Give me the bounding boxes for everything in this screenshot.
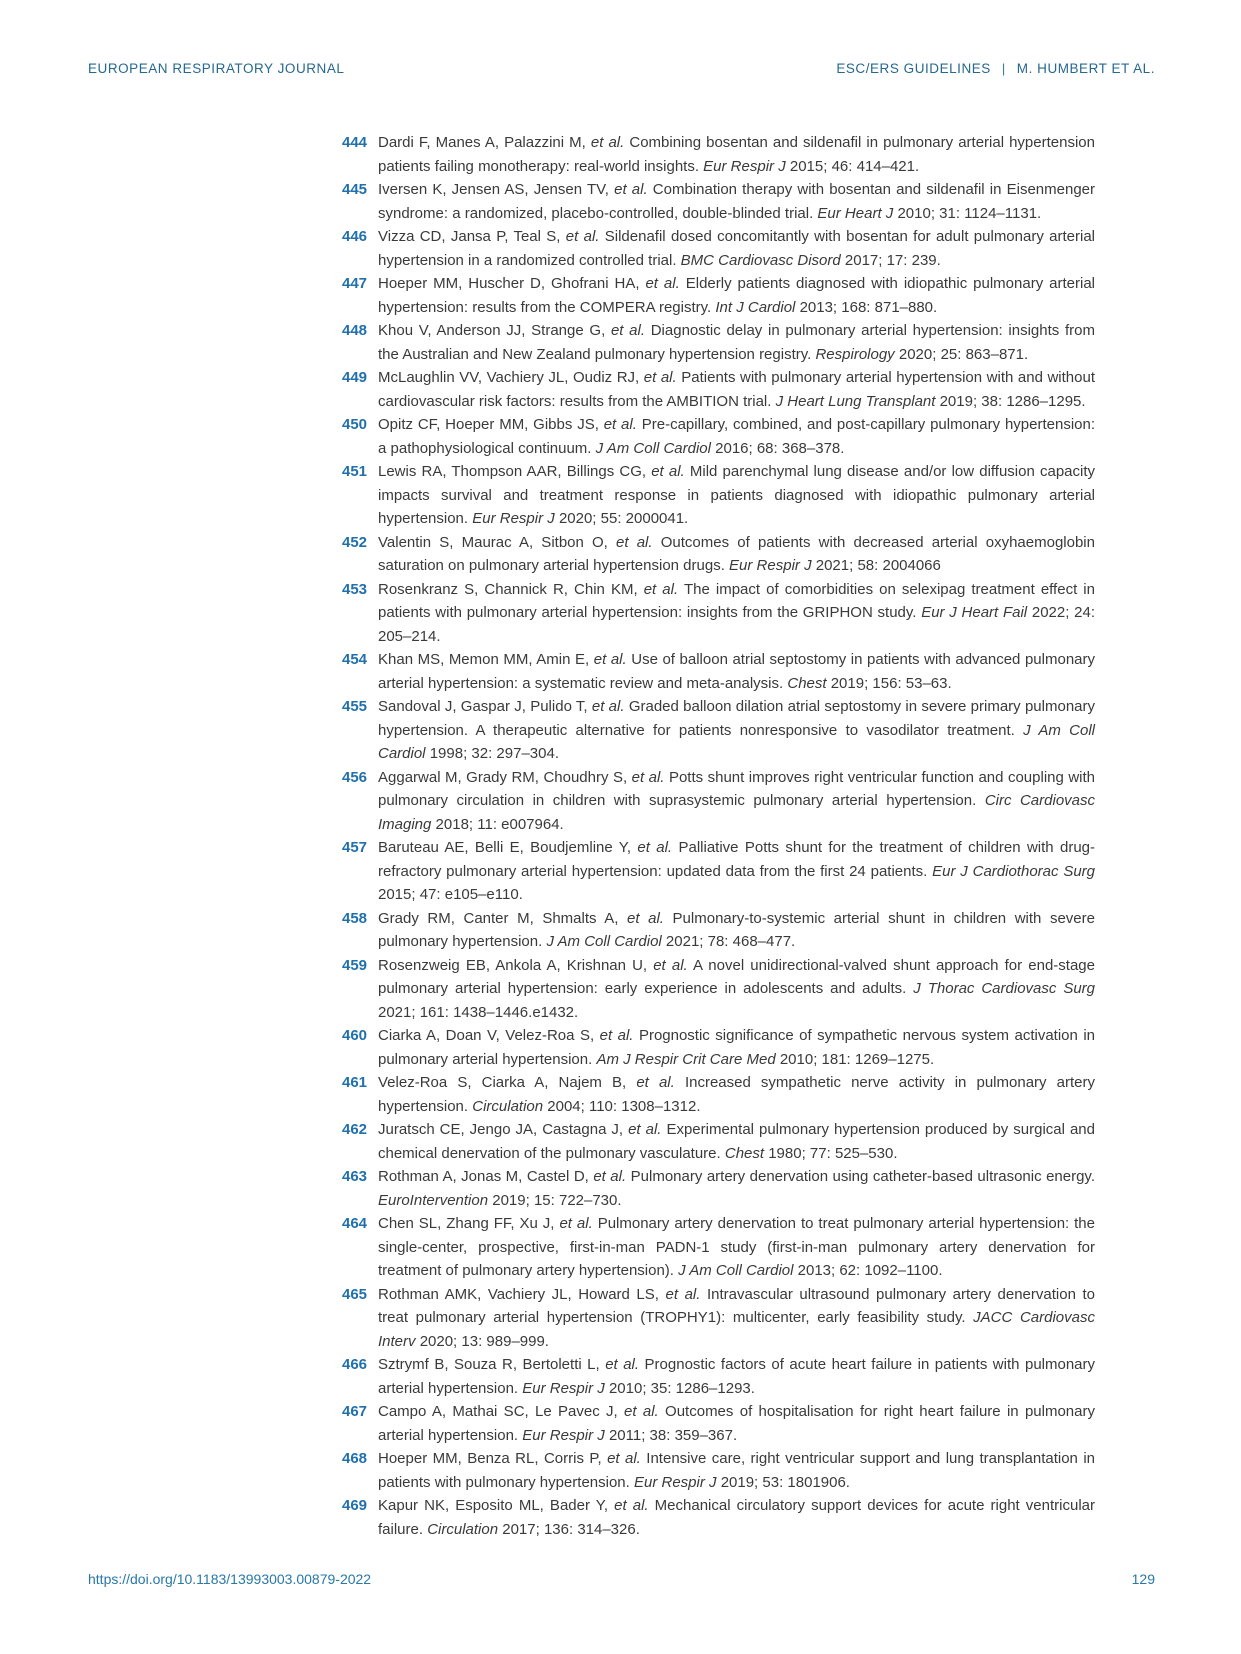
reference-number: 449 — [342, 369, 368, 386]
reference-text — [378, 531, 1095, 578]
reference-title: Mild parenchymal lung disease and/or low diffusion capacity impacts survival and treatment response in patients diagnosed with idiopathic pulmonary arterial hypertension. — [378, 463, 1095, 527]
reference-number: 452 — [342, 533, 368, 551]
reference-title: Potts shunt improves right ventricular function and coupling with pulmonary circulation in children with suprasystemic pulmonary arterial hypertension. — [378, 768, 1095, 809]
reference-text — [378, 460, 1095, 531]
reference-etal: et al. — [599, 1027, 634, 1044]
reference-citation: 2020; 25: 863–871. — [898, 345, 1029, 363]
reference-authors: Grady RM, Canter M, Shmalts A, — [378, 909, 619, 927]
reference-number: 466 — [342, 1356, 368, 1373]
reference-authors: Rosenzweig EB, Ankola A, Krishnan U, — [378, 956, 648, 974]
reference-item — [342, 1024, 1095, 1071]
reference-item — [342, 648, 1095, 695]
reference-journal: BMC Cardiovasc Disord — [680, 251, 841, 269]
reference-item — [342, 1118, 1095, 1165]
reference-number: 454 — [342, 651, 368, 668]
reference-authors: Juratsch CE, Jengo JA, Castagna J, — [378, 1121, 624, 1138]
reference-authors: Kapur NK, Esposito ML, Bader Y, — [378, 1497, 609, 1514]
reference-authors: Sztrymf B, Souza R, Bertoletti L, — [378, 1356, 600, 1373]
reference-authors: Iversen K, Jensen AS, Jensen TV, — [378, 181, 609, 198]
reference-text — [378, 907, 1095, 954]
reference-journal: Chest — [787, 674, 827, 692]
reference-etal: et al. — [565, 228, 600, 245]
reference-etal: et al. — [631, 768, 665, 786]
reference-title: Use of balloon atrial septostomy in patients with advanced pulmonary arterial hypertension: a systematic review and meta-analysis. — [378, 651, 1095, 692]
journal-name: EUROPEAN RESPIRATORY JOURNAL — [88, 61, 345, 76]
reference-text — [378, 178, 1095, 225]
reference-etal: et al. — [627, 909, 664, 927]
reference-item — [342, 178, 1095, 225]
reference-title: Diagnostic delay in pulmonary arterial hypertension: insights from the Australian and New Zealand pulmonary hypertension registry. — [378, 322, 1095, 363]
reference-number: 448 — [342, 322, 368, 339]
reference-text — [378, 1400, 1095, 1447]
reference-journal: Circulation — [427, 1520, 499, 1538]
reference-authors: Chen SL, Zhang FF, Xu J, — [378, 1215, 555, 1232]
reference-item — [342, 578, 1095, 649]
reference-text — [378, 1283, 1095, 1354]
reference-journal: J Am Coll Cardiol — [378, 721, 1095, 762]
reference-title: Pulmonary-to-systemic arterial shunt in children with severe pulmonary hypertension. — [378, 909, 1095, 950]
reference-number: 445 — [342, 181, 368, 198]
reference-etal: et al. — [610, 322, 646, 339]
reference-title: The impact of comorbidities on selexipag treatment effect in patients with pulmonary arterial hypertension: insights from the GRIPHON study. — [378, 580, 1095, 621]
reference-number: 467 — [342, 1403, 368, 1420]
reference-authors: Aggarwal M, Grady RM, Choudhry S, — [378, 768, 628, 786]
reference-journal: JACC Cardiovasc Interv — [378, 1309, 1095, 1350]
reference-etal: et al. — [637, 839, 673, 856]
reference-etal: et al. — [636, 1074, 675, 1091]
reference-authors: Campo A, Mathai SC, Le Pavec J, — [378, 1403, 618, 1420]
reference-number: 456 — [342, 768, 368, 786]
reference-text — [378, 272, 1095, 319]
header-right — [836, 61, 1155, 76]
reference-journal: Eur Heart J — [817, 204, 894, 222]
reference-journal: Eur Respir J — [522, 1426, 605, 1444]
reference-citation: 2010; 31: 1124–1131. — [897, 204, 1042, 222]
reference-title: Experimental pulmonary hypertension produced by surgical and chemical denervation of the pulmonary vasculature. — [378, 1121, 1095, 1162]
reference-citation: 2013; 62: 1092–1100. — [797, 1262, 943, 1279]
reference-etal: et al. — [645, 275, 680, 292]
reference-text — [378, 954, 1095, 1025]
reference-journal: J Am Coll Cardiol — [595, 439, 711, 457]
reference-journal: Circ Cardiovasc Imaging — [378, 792, 1096, 833]
reference-etal: et al. — [628, 1121, 662, 1138]
reference-number: 460 — [342, 1027, 368, 1044]
reference-authors: Rothman AMK, Vachiery JL, Howard LS, — [378, 1285, 659, 1303]
reference-title: A novel unidirectional-valved shunt approach for end-stage pulmonary arterial hypertension: early experience in adolescents and adults. — [378, 956, 1095, 997]
reference-title: Intensive care, right ventricular support and lung transplantation in patients with pulmonary hypertension. — [378, 1450, 1095, 1491]
reference-authors: Khou V, Anderson JJ, Strange G, — [378, 322, 606, 339]
reference-authors: Khan MS, Memon MM, Amin E, — [378, 651, 590, 668]
reference-title: Pulmonary artery denervation using catheter-based ultrasonic energy. — [630, 1168, 1095, 1185]
reference-journal: Eur J Heart Fail — [921, 604, 1028, 621]
reference-number: 451 — [342, 463, 368, 480]
reference-title: Mechanical circulatory support devices for acute right ventricular failure. — [378, 1497, 1095, 1538]
reference-citation: 2011; 38: 359–367. — [608, 1426, 738, 1444]
reference-journal: J Heart Lung Transplant — [775, 392, 936, 410]
reference-etal: et al. — [603, 416, 637, 433]
reference-text — [378, 366, 1095, 413]
reference-journal: Chest — [724, 1144, 765, 1162]
reference-item — [342, 1071, 1095, 1118]
reference-journal: Respirology — [815, 345, 895, 363]
reference-citation: 2019; 156: 53–63. — [830, 674, 952, 692]
reference-item — [342, 1353, 1095, 1400]
reference-number: 461 — [342, 1074, 368, 1091]
reference-title: Outcomes of hospitalisation for right heart failure in pulmonary arterial hypertension. — [378, 1403, 1095, 1444]
reference-text — [378, 225, 1095, 272]
reference-authors: Rothman A, Jonas M, Castel D, — [378, 1168, 589, 1185]
reference-number: 457 — [342, 839, 368, 856]
reference-journal: Int J Cardiol — [715, 298, 796, 316]
reference-authors: Vizza CD, Jansa P, Teal S, — [378, 228, 561, 245]
reference-citation: 2015; 46: 414–421. — [789, 157, 920, 175]
reference-text — [378, 131, 1095, 178]
reference-citation: 2016; 68: 368–378. — [715, 439, 845, 457]
reference-item — [342, 695, 1095, 766]
reference-etal: et al. — [591, 698, 625, 715]
reference-journal: Eur J Cardiothorac Surg — [932, 862, 1096, 880]
reference-etal: et al. — [643, 369, 677, 386]
reference-citation: 2015; 47: e105–e110. — [378, 886, 523, 903]
reference-authors: McLaughlin VV, Vachiery JL, Oudiz RJ, — [378, 369, 640, 386]
reference-item — [342, 1400, 1095, 1447]
reference-item — [342, 1212, 1095, 1283]
reference-text — [378, 1494, 1095, 1541]
reference-citation: 2019; 53: 1801906. — [720, 1473, 850, 1491]
reference-item — [342, 1494, 1095, 1541]
reference-item — [342, 319, 1095, 366]
reference-number: 468 — [342, 1450, 368, 1467]
doi-link[interactable]: https://doi.org/10.1183/13993003.00879-2022 — [88, 1571, 372, 1587]
reference-title: Intravascular ultrasound pulmonary artery denervation to treat pulmonary arterial hypertension (TROPHY1): multicenter, early feasibility study. — [378, 1285, 1095, 1326]
reference-text — [378, 766, 1095, 837]
reference-number: 463 — [342, 1168, 368, 1185]
reference-text — [378, 1071, 1095, 1118]
reference-etal: et al. — [614, 1497, 649, 1514]
reference-number: 447 — [342, 275, 368, 292]
reference-item — [342, 836, 1095, 907]
reference-authors: Dardi F, Manes A, Palazzini M, — [378, 134, 586, 151]
reference-etal: et al. — [651, 463, 685, 480]
reference-number: 450 — [342, 416, 368, 433]
reference-text — [378, 319, 1095, 366]
reference-etal: et al. — [590, 134, 625, 151]
reference-citation: 2019; 15: 722–730. — [492, 1191, 622, 1209]
reference-text — [378, 1165, 1095, 1212]
reference-etal: et al. — [593, 1168, 627, 1185]
reference-item — [342, 531, 1095, 578]
reference-journal: J Am Coll Cardiol — [546, 933, 662, 950]
reference-etal: et al. — [593, 651, 627, 668]
reference-etal: et al. — [643, 580, 679, 598]
reference-item — [342, 1283, 1095, 1354]
reference-etal: et al. — [624, 1403, 659, 1420]
reference-citation: 2018; 11: e007964. — [435, 815, 564, 833]
reference-title: Sildenafil dosed concomitantly with bosentan for adult pulmonary arterial hypertension in a randomized controlled trial. — [378, 228, 1095, 269]
reference-title: Outcomes of patients with decreased arterial oxyhaemoglobin saturation on pulmonary arterial hypertension drugs. — [378, 533, 1095, 574]
reference-citation: 1980; 77: 525–530. — [768, 1144, 898, 1162]
reference-number: 465 — [342, 1285, 368, 1303]
reference-journal: Eur Respir J — [633, 1473, 717, 1491]
reference-number: 469 — [342, 1497, 368, 1514]
reference-journal: Am J Respir Crit Care Med — [596, 1050, 776, 1068]
reference-citation: 2019; 38: 1286–1295. — [939, 392, 1086, 410]
reference-authors: Velez-Roa S, Ciarka A, Najem B, — [378, 1074, 627, 1091]
reference-authors: Rosenkranz S, Channick R, Chin KM, — [378, 580, 638, 598]
reference-etal: et al. — [653, 956, 688, 974]
reference-authors: Valentin S, Maurac A, Sitbon O, — [378, 533, 608, 551]
reference-authors: Ciarka A, Doan V, Velez-Roa S, — [378, 1027, 595, 1044]
reference-item — [342, 1165, 1095, 1212]
reference-text — [378, 648, 1095, 695]
reference-citation: 2021; 161: 1438–1446.e1432. — [378, 1003, 579, 1021]
reference-item — [342, 460, 1095, 531]
reference-etal: et al. — [559, 1215, 593, 1232]
reference-authors: Baruteau AE, Belli E, Boudjemline Y, — [378, 839, 632, 856]
reference-item — [342, 954, 1095, 1025]
reference-item — [342, 907, 1095, 954]
reference-text — [378, 1212, 1095, 1283]
reference-text — [378, 1353, 1095, 1400]
reference-title: Prognostic factors of acute heart failure in patients with pulmonary arterial hypertension. — [378, 1356, 1096, 1397]
reference-number: 453 — [342, 580, 368, 598]
reference-citation: 2017; 136: 314–326. — [502, 1520, 640, 1538]
reference-etal: et al. — [665, 1285, 701, 1303]
reference-journal: EuroIntervention — [378, 1191, 489, 1209]
reference-title: Elderly patients diagnosed with idiopathic pulmonary arterial hypertension: results from the COMPERA registry. — [378, 275, 1095, 316]
reference-journal: J Thorac Cardiovasc Surg — [913, 980, 1096, 997]
reference-number: 455 — [342, 698, 368, 715]
reference-title: Prognostic significance of sympathetic nervous system activation in pulmonary arterial hypertension. — [378, 1027, 1095, 1068]
reference-text — [378, 578, 1095, 649]
guidelines-label: ESC/ERS GUIDELINES — [836, 61, 991, 76]
reference-text — [378, 1024, 1095, 1071]
reference-list — [342, 131, 1095, 1541]
reference-item — [342, 366, 1095, 413]
reference-title: Palliative Potts shunt for the treatment of children with drug-refractory pulmonary arterial hypertension: updated data from the first 24 patients. — [378, 839, 1095, 880]
reference-citation: 2022; 24: 205–214. — [378, 604, 1096, 645]
header-separator: | — [1001, 61, 1006, 76]
reference-authors: Hoeper MM, Benza RL, Corris P, — [378, 1450, 602, 1467]
reference-authors: Opitz CF, Hoeper MM, Gibbs JS, — [378, 416, 599, 433]
reference-title: Pulmonary artery denervation to treat pulmonary arterial hypertension: the single-center, prospective, first-in-man PADN-1 study (first-in-man pulmonary artery denervation for treatment of pulmonary artery hypertension). — [378, 1215, 1095, 1279]
reference-citation: 2010; 181: 1269–1275. — [779, 1050, 935, 1068]
reference-citation: 2021; 78: 468–477. — [665, 933, 796, 950]
reference-item — [342, 1447, 1095, 1494]
reference-citation: 2017; 17: 239. — [844, 251, 941, 269]
reference-item — [342, 131, 1095, 178]
reference-journal: J Am Coll Cardiol — [678, 1262, 794, 1279]
reference-title: Pre-capillary, combined, and post-capillary pulmonary hypertension: a pathophysiological continuum. — [378, 416, 1096, 457]
reference-etal: et al. — [616, 533, 653, 551]
reference-etal: et al. — [614, 181, 648, 198]
reference-title: Combination therapy with bosentan and sildenafil in Eisenmenger syndrome: a randomized, placebo-controlled, double-blinded trial. — [378, 181, 1096, 222]
reference-text — [378, 1118, 1095, 1165]
reference-text — [378, 836, 1095, 907]
reference-etal: et al. — [605, 1356, 640, 1373]
reference-number: 446 — [342, 228, 368, 245]
reference-authors: Sandoval J, Gaspar J, Pulido T, — [378, 698, 588, 715]
reference-title: Increased sympathetic nerve activity in pulmonary artery hypertension. — [378, 1074, 1095, 1115]
reference-item — [342, 766, 1095, 837]
reference-item — [342, 413, 1095, 460]
reference-citation: 1998; 32: 297–304. — [429, 745, 559, 762]
reference-number: 464 — [342, 1215, 368, 1232]
reference-journal: Eur Respir J — [729, 557, 812, 574]
reference-journal: Eur Respir J — [522, 1379, 605, 1397]
reference-journal: Eur Respir J — [472, 510, 555, 527]
running-authors-label: M. HUMBERT ET AL. — [1016, 61, 1155, 76]
reference-text — [378, 695, 1095, 766]
reference-journal: Circulation — [472, 1097, 544, 1115]
reference-title: Graded balloon dilation atrial septostomy in severe primary pulmonary hypertension. A therapeutic alternative for patients nonresponsive to vasodilator treatment. — [378, 698, 1095, 739]
reference-number: 458 — [342, 909, 368, 927]
reference-text — [378, 413, 1095, 460]
reference-citation: 2013; 168: 871–880. — [799, 298, 938, 316]
reference-number: 459 — [342, 956, 368, 974]
page-footer — [88, 1571, 1155, 1587]
reference-title: Combining bosentan and sildenafil in pulmonary arterial hypertension patients failing monotherapy: real-world insights. — [378, 134, 1095, 175]
reference-citation: 2021; 58: 2004066 — [815, 557, 941, 574]
reference-number: 444 — [342, 134, 368, 151]
reference-item — [342, 272, 1095, 319]
reference-text — [378, 1447, 1095, 1494]
reference-journal: Eur Respir J — [703, 157, 786, 175]
reference-citation: 2020; 13: 989–999. — [419, 1332, 549, 1350]
reference-item — [342, 225, 1095, 272]
reference-etal: et al. — [607, 1450, 641, 1467]
reference-citation: 2004; 110: 1308–1312. — [547, 1097, 701, 1115]
reference-authors: Hoeper MM, Huscher D, Ghofrani HA, — [378, 275, 640, 292]
page-header — [88, 61, 1155, 76]
reference-citation: 2020; 55: 2000041. — [558, 510, 689, 527]
page-number: 129 — [1131, 1571, 1155, 1587]
reference-number: 462 — [342, 1121, 368, 1138]
reference-authors: Lewis RA, Thompson AAR, Billings CG, — [378, 463, 647, 480]
reference-citation: 2010; 35: 1286–1293. — [608, 1379, 755, 1397]
reference-title: Patients with pulmonary arterial hypertension with and without cardiovascular risk factors: results from the AMBITION trial. — [378, 369, 1095, 410]
